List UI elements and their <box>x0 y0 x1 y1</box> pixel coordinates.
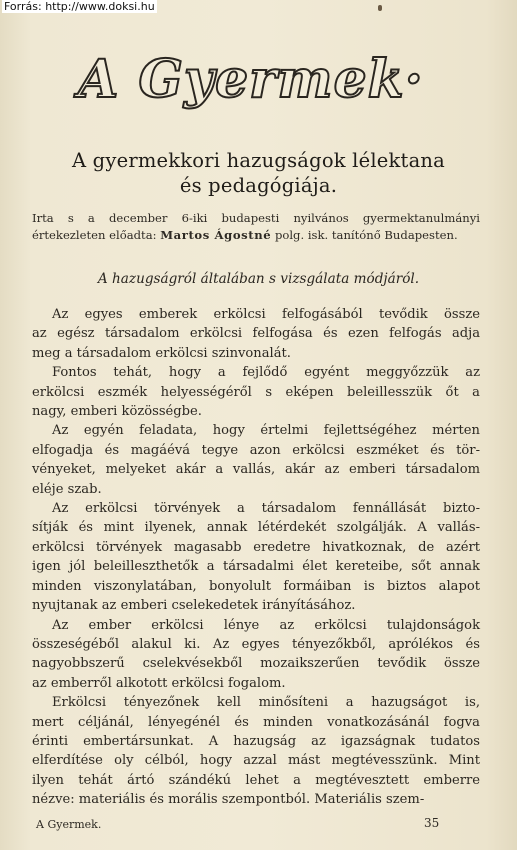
text-line: nagyobbszerű cselekvésekből mozaikszerűen tevődik össze <box>32 656 480 672</box>
byline-line2 <box>32 227 480 244</box>
text-line: Az erkölcsi törvények a társadalom fennállását bizto- <box>52 501 480 517</box>
text-line: elfogadja és magáévá tegye azon erkölcsi eszméket és tör- <box>32 442 480 458</box>
text-line: meg a társadalom erkölcsi szinvonalát. <box>32 345 291 361</box>
text-line: eléje szab. <box>32 481 102 497</box>
text-line: ilyen tehát ártó szándékú lehet a megtévesztett emberre <box>32 772 480 788</box>
text-line: nagy, emberi közösségbe. <box>32 404 202 420</box>
page-number: 35 <box>424 816 440 830</box>
paragraph-5 <box>32 616 480 694</box>
byline-post: polg. isk. tanítónő Budapesten. <box>274 228 458 242</box>
text-line: Az egyes emberek erkölcsi felfogásából tevődik össze <box>52 307 480 322</box>
text-line: Fontos tehát, hogy a fejlődő egyént meggyőzzük az <box>52 365 480 381</box>
ink-mark <box>378 5 382 11</box>
text-line: összeségéből alakul ki. Az egyes tényezőkből, aprólékos és <box>32 636 480 652</box>
text-line: sítják és mint ilyenek, annak létérdekét szolgálják. A vallás- <box>32 520 480 536</box>
source-label: Forrás: http://www.doksi.hu <box>4 0 155 13</box>
text-line: erkölcsi törvények magasabb eredetre hivatkoznak, de azért <box>32 539 480 555</box>
paragraph-4 <box>32 499 480 615</box>
author-name: Martos Ágostné <box>160 228 272 242</box>
byline-pre: értekezleten előadta: <box>32 228 157 242</box>
text-line: az emberről alkotott erkölcsi fogalom. <box>32 675 286 691</box>
paragraph-1 <box>32 305 480 363</box>
byline <box>32 210 480 244</box>
article-body <box>32 305 480 810</box>
text-line: elferdítése oly célból, hogy azzal mást megtévesszünk. Mint <box>32 753 480 769</box>
text-line: Az egyén feladata, hogy értelmi fejlettségéhez mérten <box>52 423 480 439</box>
masthead <box>78 40 438 120</box>
article-title <box>20 148 497 198</box>
text-line: mert céljánál, lényegénél és minden vonatkozásánál fogva <box>32 714 480 730</box>
text-line: minden viszonylatában, bonyolult formáiban is biztos alapot <box>32 578 480 594</box>
article-title-line1: A gyermekkori hazugságok lélektana <box>72 149 445 172</box>
byline-line1: Irta s a december 6-iki budapesti nyilvános gyermektanulmányi <box>32 211 480 225</box>
paragraph-6 <box>32 693 480 809</box>
text-line: az egész társadalom erkölcsi felfogása és ezen felfogás adja <box>32 326 480 342</box>
text-line: nyujtanak az emberi cselekedetek irányításához. <box>32 598 356 614</box>
text-line: Az ember erkölcsi lénye az erkölcsi tulajdonságok <box>52 617 480 633</box>
text-line: nézve: materiális és morális szempontból. Materiális szem- <box>32 792 425 808</box>
text-line: érinti embertársunkat. A hazugság az igazságnak tudatos <box>32 733 480 749</box>
paragraph-2 <box>32 363 480 421</box>
footer-journal: A Gyermek. <box>36 818 102 831</box>
text-line: vényeket, melyeket akár a vallás, akár az emberi társadalom <box>32 462 480 478</box>
text-line: erkölcsi eszmék helyességéről s eképen beleillesszük őt a <box>32 384 480 400</box>
text-line: Erkölcsi tényezőnek kell minősíteni a hazugságot is, <box>52 695 480 711</box>
masthead-title: A Gyermek· <box>78 49 424 110</box>
section-heading: A hazugságról általában s vizsgálata módjáról. <box>97 271 420 287</box>
article-title-line2: és pedagógiája. <box>179 174 338 197</box>
paragraph-3 <box>32 421 480 499</box>
text-line: igen jól beleilleszthetők a társadalmi élet kereteibe, sőt annak <box>32 559 480 575</box>
